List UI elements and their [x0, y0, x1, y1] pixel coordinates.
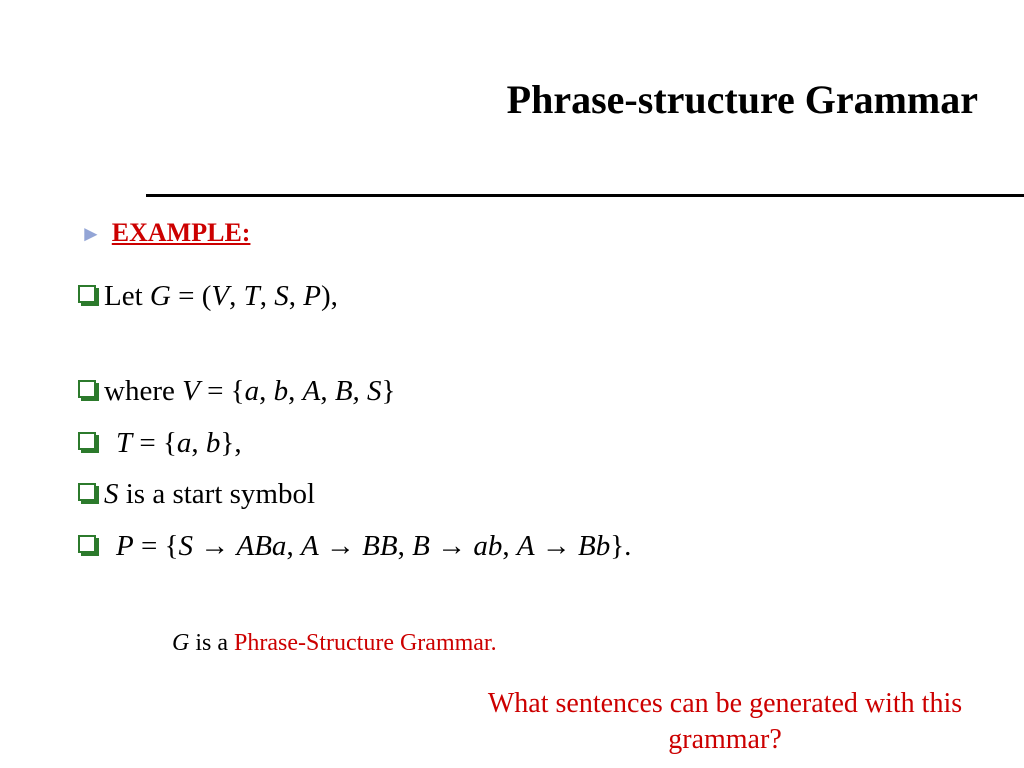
question-text: What sentences can be generated with this grammar? [487, 688, 963, 755]
checkbox-bullet-icon [78, 535, 96, 553]
right-arrow-icon: ► [80, 221, 102, 246]
item-math: T = {a, b}, [116, 427, 242, 459]
list-item-t [78, 427, 242, 460]
caption-var: G [172, 630, 190, 656]
list-item-let [78, 280, 338, 313]
title-divider [146, 194, 1024, 197]
item-math: P = {S → ABa, A → BB, B → ab, A → Bb}. [116, 530, 632, 562]
checkbox-bullet-icon [78, 380, 96, 398]
list-item-where [78, 375, 395, 408]
item-text: is a start symbol [125, 478, 316, 510]
checkbox-bullet-icon [78, 483, 96, 501]
checkbox-bullet-icon [78, 432, 96, 450]
slide-title: Phrase-structure Grammar [506, 77, 978, 122]
item-var: S [104, 478, 119, 510]
checkbox-bullet-icon [78, 285, 96, 303]
example-label: EXAMPLE: [111, 218, 251, 247]
item-text: Let [104, 280, 143, 312]
grammar-caption [172, 630, 497, 657]
caption-highlight: Phrase-Structure Grammar. [234, 630, 497, 656]
example-heading [80, 218, 250, 248]
item-math: V = {a, b, A, B, S} [182, 375, 396, 407]
list-item-start-symbol [78, 478, 315, 511]
item-math: G = (V, T, S, P), [149, 280, 338, 312]
list-item-productions [78, 530, 631, 563]
item-text: where [104, 375, 175, 407]
caption-text: is a [195, 630, 229, 656]
